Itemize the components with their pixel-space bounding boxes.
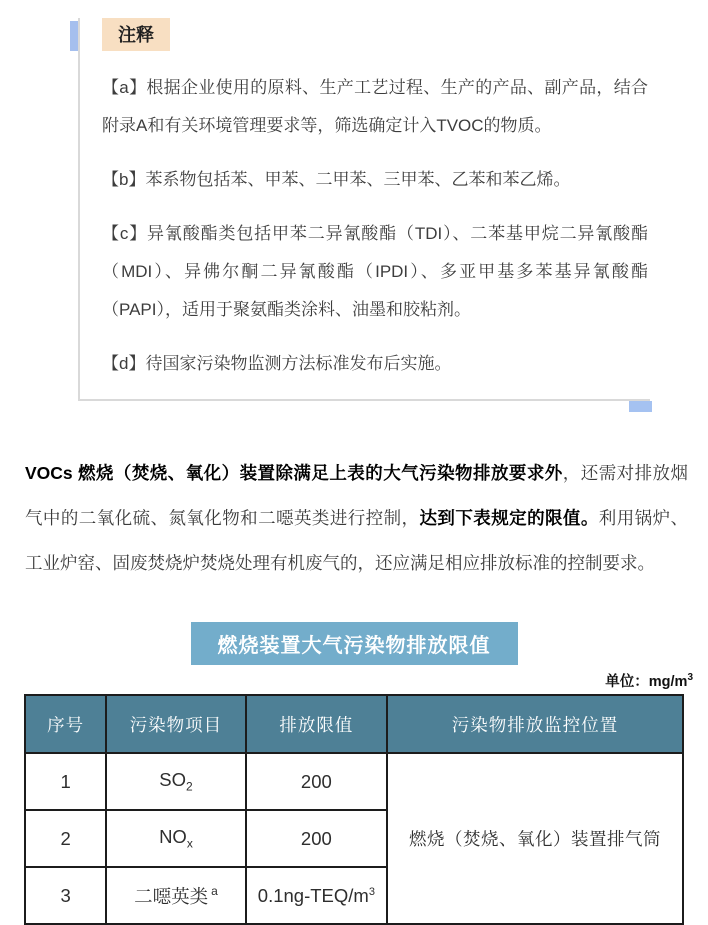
note-item-b: 【b】苯系物包括苯、甲苯、二甲苯、三甲苯、乙苯和苯乙烯。 [102, 170, 571, 189]
vocs-requirements-paragraph [25, 451, 688, 586]
cell-pollutant [106, 810, 245, 867]
pollutant-superscript: a [211, 884, 218, 899]
paragraph-segment: 利用锅炉、工业炉窑、固废焚烧炉焚烧处理有机废气的，还应满足相应排放标准的控制要求。 [25, 508, 689, 573]
pollutant-subscript: 2 [185, 779, 193, 794]
cell-serial: 3 [25, 867, 106, 924]
notes-section [70, 18, 650, 401]
table-header-row [25, 695, 683, 753]
unit-text: 单位：mg/m [605, 674, 688, 690]
pollutant-subscript: x [186, 836, 193, 851]
cell-limit: 200 [246, 753, 387, 810]
paragraph-segment: ，还需对排放烟气中的二氧化硫、氮氧化物和二噁英类进行控制， [25, 463, 689, 528]
notes-title: 注释 [102, 18, 170, 51]
note-corner-decoration [629, 401, 652, 412]
notes-box [78, 18, 650, 401]
note-item-d: 【d】待国家污染物监测方法标准发布后实施。 [102, 354, 452, 373]
cell-limit [246, 867, 387, 924]
pollutant-base: NO [159, 826, 187, 848]
table-title-banner: 燃烧装置大气污染物排放限值 [191, 622, 518, 665]
pollutant-base: 二噁英类 [134, 885, 209, 907]
note-item-a: 【a】根据企业使用的原料、生产工艺过程、生产的产品、副产品，结合附录A和有关环境管理要求等，筛选确定计入TVOC的物质。 [102, 78, 649, 135]
unit-label [0, 670, 693, 691]
header-pollutant-item: 污染物项目 [106, 695, 245, 753]
cell-pollutant [106, 867, 245, 924]
paragraph-segment: 达到下表规定的限值。 [419, 508, 599, 528]
cell-serial: 2 [25, 810, 106, 867]
unit-superscript: 3 [687, 672, 693, 684]
table-row-so2 [25, 753, 683, 810]
header-serial-number: 序号 [25, 695, 106, 753]
paragraph-segment: VOCs 燃烧（焚烧、氧化）装置除满足上表的大气污染物排放要求外 [25, 463, 563, 483]
note-item-c: 【c】异氰酸酯类包括甲苯二异氰酸酯（TDI）、二苯基甲烷二异氰酸酯（MDI）、异佛尔酮二异氰酸酯（IPDI）、多亚甲基多苯基异氰酸酯（PAPI），适用于聚氨酯类涂料、油墨和胶粘剂。 [102, 224, 648, 319]
header-monitoring-position: 污染物排放监控位置 [387, 695, 683, 753]
pollutant-base: SO [159, 769, 186, 791]
emission-limits-table [24, 694, 684, 925]
header-emission-limit: 排放限值 [246, 695, 387, 753]
limit-superscript: 3 [368, 885, 375, 898]
cell-pollutant [106, 753, 245, 810]
limit-base: 0.1ng-TEQ/m [257, 884, 369, 906]
cell-serial: 1 [25, 753, 106, 810]
cell-monitoring-position: 燃烧（焚烧、氧化）装置排气筒 [387, 753, 683, 924]
cell-limit: 200 [246, 810, 387, 867]
note-accent-bar [70, 21, 78, 51]
